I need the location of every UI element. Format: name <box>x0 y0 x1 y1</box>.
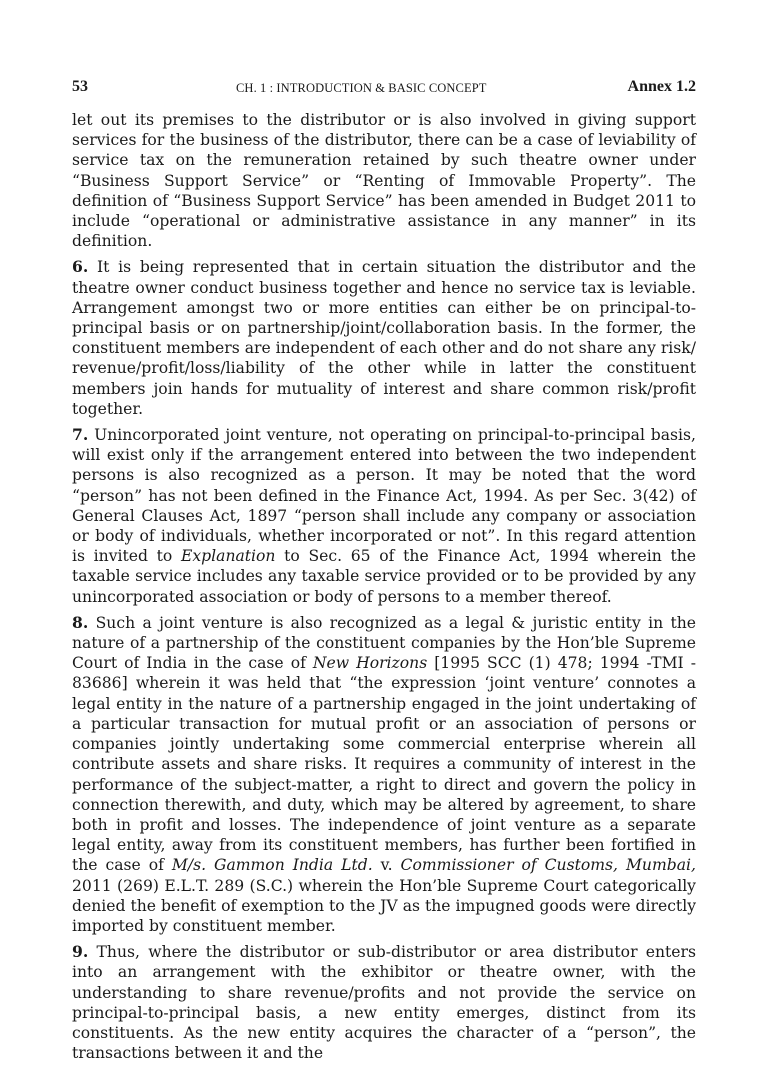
paragraph-8 <box>72 613 696 936</box>
paragraph-text: let out its premises to the distributor or is also involved in giving support services for the business of the distributor, there can be a case of leviability of service tax on the remuneration retained by such theatre owner under “Business Support Service” or “Renting of Immovable Property”. The definition of “Business Support Service” has been amended in Budget 2011 to include “operational or administrative assistance in any manner” in its definition. <box>72 111 696 251</box>
paragraph-number: 9. <box>72 942 89 962</box>
paragraph-text: v. <box>372 856 401 875</box>
chapter-title: CH. 1 : INTRODUCTION & BASIC CONCEPT <box>236 81 487 95</box>
case-name: M/s. Gammon India Ltd. <box>171 856 373 875</box>
paragraph-text: It is being represented that in certain situation the distributor and the theatre owner conduct business together and hence no service tax is leviable. Arrangement amongst two or more entities can either be on principal-to-principal basis or on partnership/joint/collaboration basis. In the former, the constituent members are independent of each other and do not share any risk/ revenue/profit/loss/liability of the other while in latter the constituent members join hands for mutuality of interest and share common risk/profit together. <box>72 258 696 418</box>
page-number: 53 <box>72 78 88 95</box>
paragraph-number: 7. <box>72 425 89 445</box>
paragraph-6 <box>72 257 696 419</box>
paragraph-9 <box>72 942 696 1063</box>
paragraph-text: 2011 (269) E.L.T. 289 (S.C.) wherein the Hon’ble Supreme Court categorically denied the benefit of exemption to the JV as the impugned goods were directly imported by constituent member. <box>72 876 696 935</box>
case-name: Commissioner of Customs, Mumbai, <box>400 856 696 875</box>
paragraph-7 <box>72 425 696 607</box>
paragraph-text: Such a joint venture is also recognized as a legal & juristic entity in the nature of a partnership of the constituent companies by the Hon’ble Supreme Court of India in the case of <box>72 613 696 673</box>
paragraph-text: [1995 SCC (1) 478; 1994 -TMI - 83686] wherein it was held that “the expression ‘joint venture’ connotes a legal entity in the nature of a partnership engaged in the joint undertaking of a particular transaction for mutual profit or an association of persons or companies jointly undertaking some commercial enterprise wherein all contribute assets and share risks. It requires a community of interest in the performance of the subject-matter, a right to direct and govern the policy in connection therewith, and duty, which may be altered by agreement, to share both in profit and losses. The independence of joint venture as a separate legal entity, away from its constituent members, has further been fortified in the case of <box>72 654 696 875</box>
paragraph-number: 8. <box>72 612 89 632</box>
running-header <box>72 74 696 100</box>
paragraph-intro <box>72 110 696 251</box>
document-page <box>72 74 696 1069</box>
paragraph-text: Thus, where the distributor or sub-distributor or area distributor enters into an arrangement with the exhibitor or theatre owner, with the understanding to share revenue/profits and not provide the service on principal-to-principal basis, a new entity emerges, distinct from its constituents. As the new entity acquires the character of a “person”, the transactions between it and the <box>72 943 696 1063</box>
italic-term: Explanation <box>181 547 276 566</box>
body-text <box>72 110 696 1063</box>
paragraph-number: 6. <box>72 257 89 277</box>
case-name: New Horizons <box>312 654 428 673</box>
paragraph-text: Unincorporated joint venture, not operating on principal-to-principal basis, will exist only if the arrangement entered into between the two independent persons is also recognized as a person. It may be noted that the word “person” has not been defined in the Finance Act, 1994. As per Sec. 3(42) of General Clauses Act, 1897 “person shall include any company or association or body of individuals, whether incorporated or not”. In this regard attention is invited to <box>72 426 696 566</box>
paragraph-text: to Sec. 65 of the Finance Act, 1994 wherein the taxable service includes any taxable service provided or to be provided by any unincorporated association or body of persons to a member thereof. <box>72 547 696 606</box>
annex-label: Annex 1.2 <box>627 78 696 95</box>
